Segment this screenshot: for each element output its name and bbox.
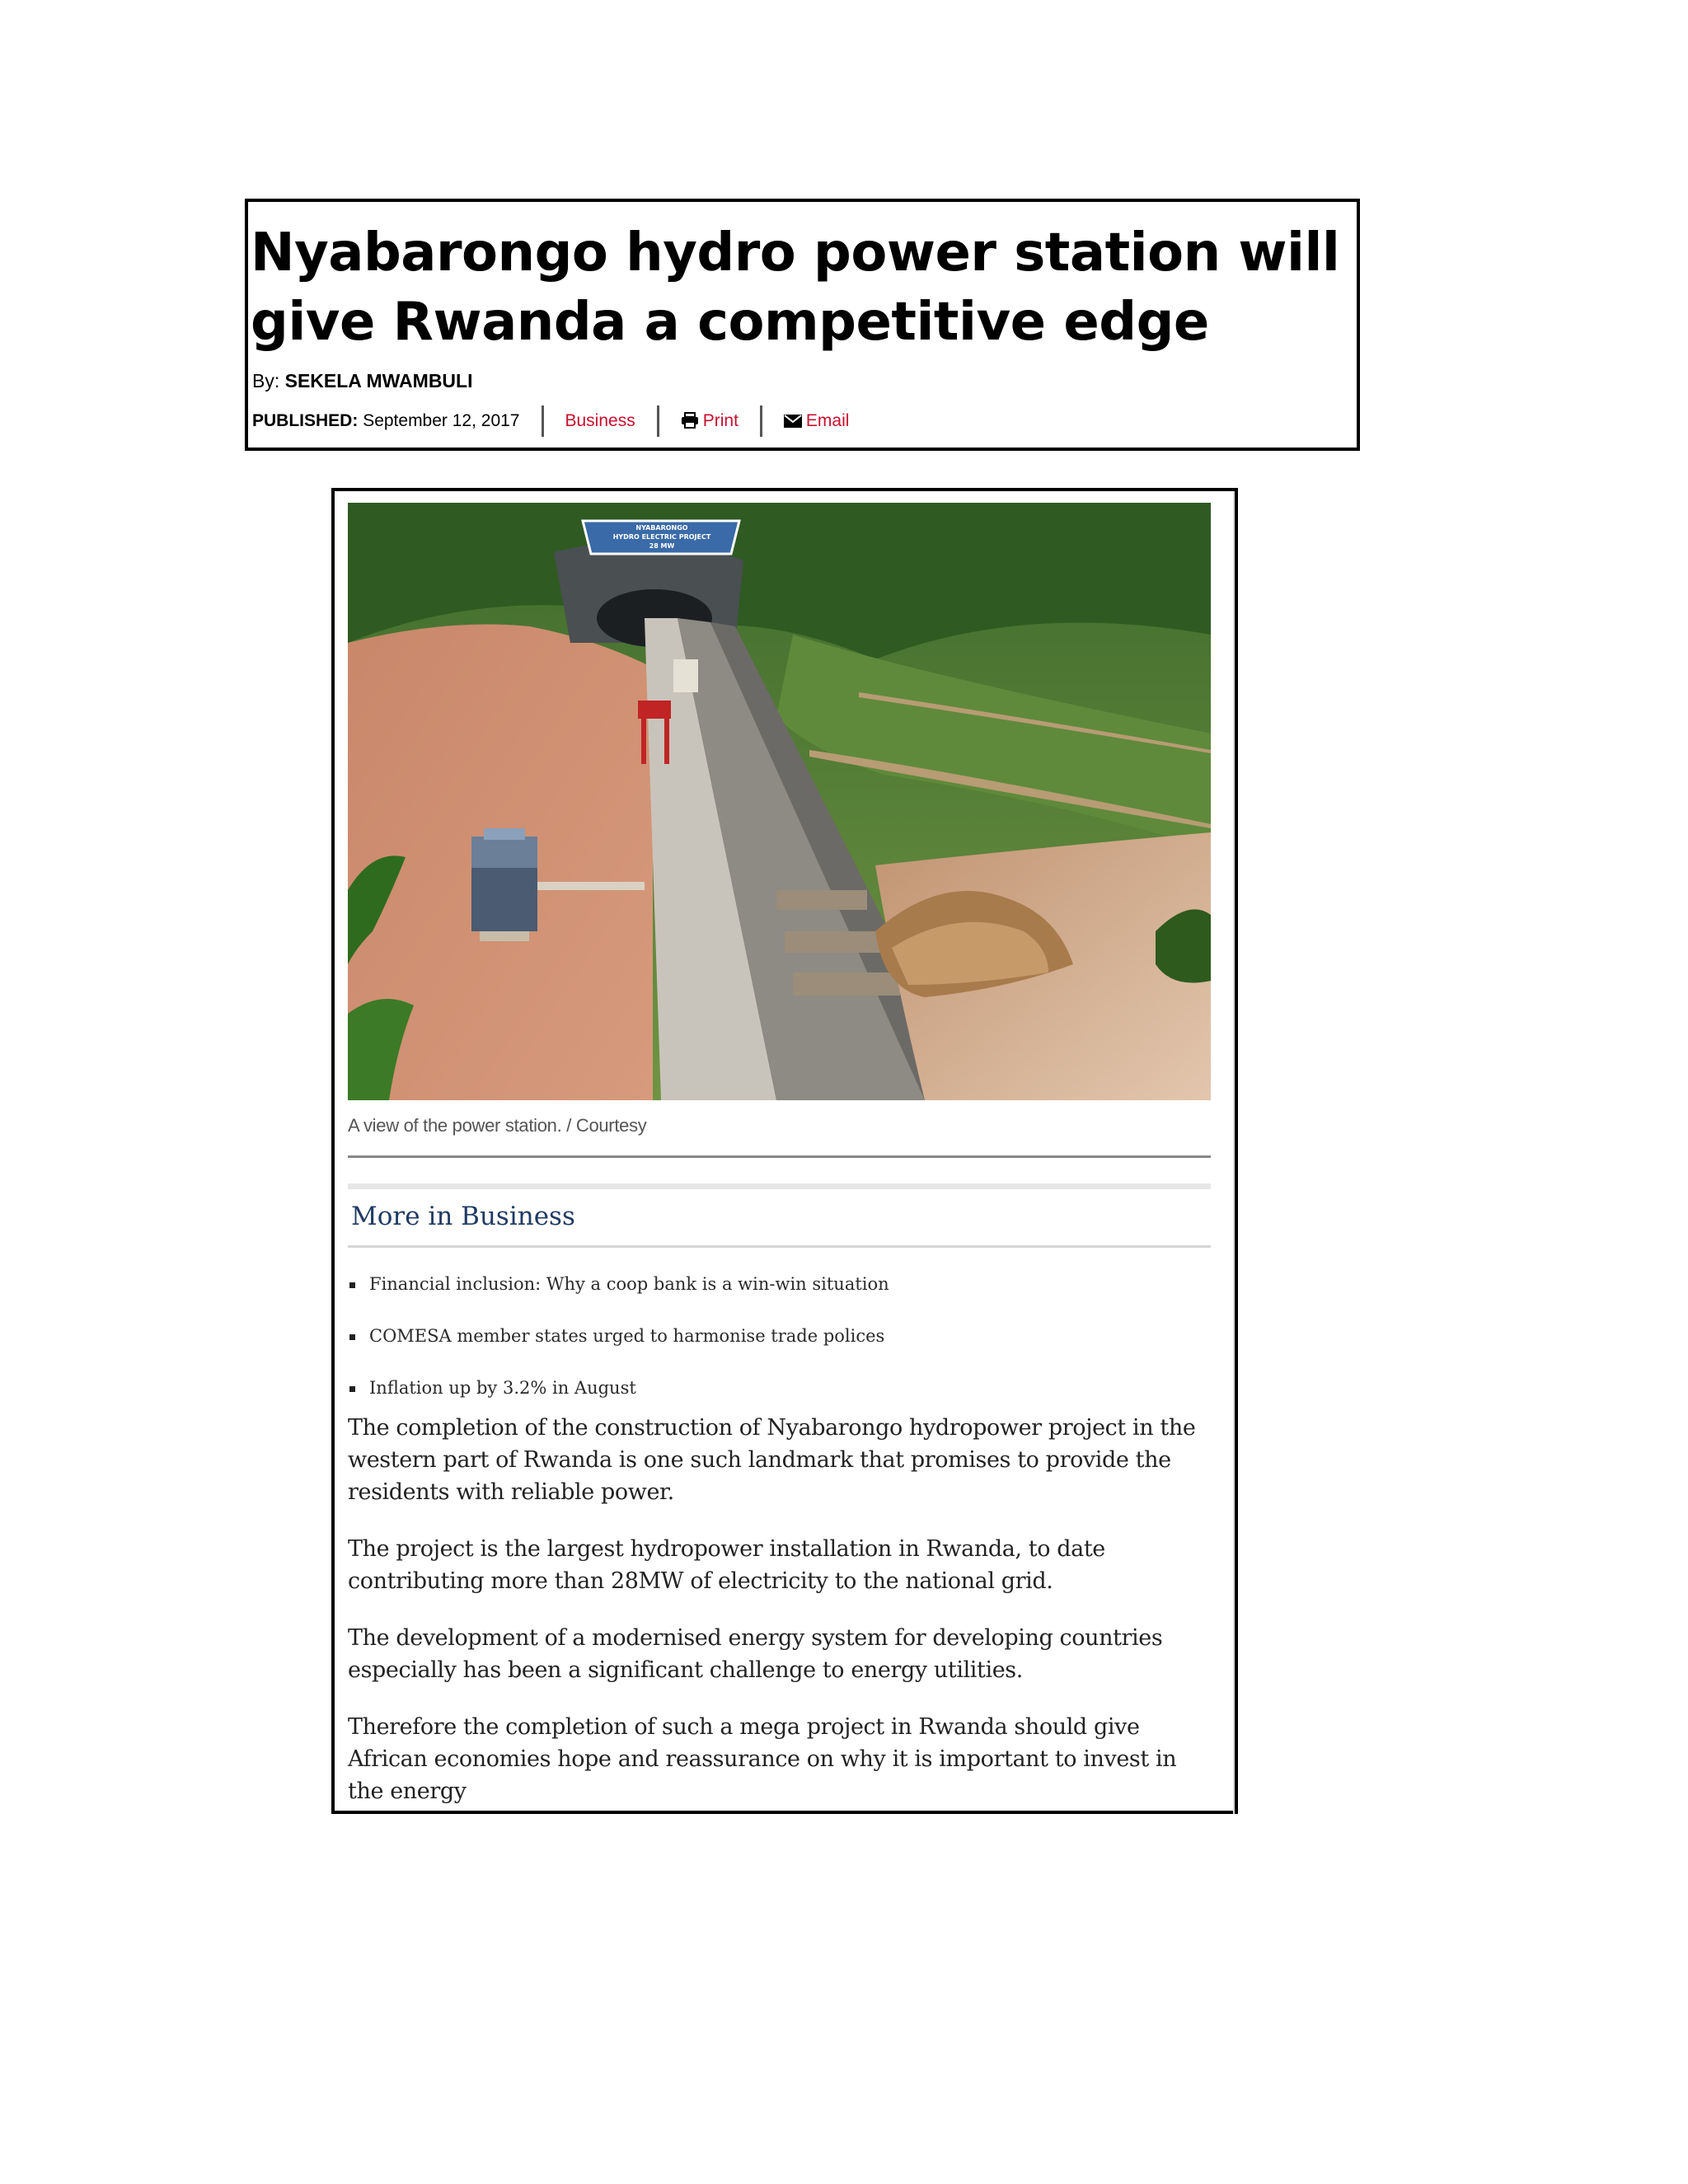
byline-label: By: bbox=[252, 370, 280, 391]
section-divider bbox=[348, 1183, 1211, 1189]
author-name[interactable]: SEKELA MWAMBULI bbox=[284, 370, 473, 391]
published-date: September 12, 2017 bbox=[363, 411, 520, 430]
sign-line-1: NYABARONGO bbox=[635, 524, 688, 532]
article-meta bbox=[252, 404, 849, 438]
print-label: Print bbox=[702, 411, 738, 430]
sign-line-2: HYDRO ELECTRIC PROJECT bbox=[612, 533, 711, 541]
body-paragraph: The development of a modernised energy system for developing countries especially has been a significant challenge to energy utilities. bbox=[348, 1625, 1163, 1683]
bullet-icon bbox=[349, 1334, 355, 1340]
article-content bbox=[331, 488, 1238, 1814]
power-station-photo bbox=[348, 503, 1211, 1100]
dam-illustration bbox=[348, 503, 1211, 1100]
meta-divider bbox=[760, 405, 762, 437]
meta-divider bbox=[657, 405, 659, 437]
dam-sign bbox=[585, 523, 738, 551]
article-headline: Nyabarongo hydro power station will give Rwanda a competitive edge bbox=[251, 223, 1340, 353]
bullet-icon bbox=[349, 1386, 355, 1392]
related-article-link[interactable]: Inflation up by 3.2% in August bbox=[369, 1378, 636, 1398]
article-column bbox=[335, 491, 1235, 1814]
more-in-business-heading: More in Business bbox=[351, 1202, 575, 1231]
envelope-icon bbox=[784, 414, 802, 429]
bullet-icon bbox=[349, 1282, 355, 1288]
body-paragraph: The completion of the construction of Nyabarongo hydropower project in the western part of Rwanda is one such landmark that promises to provide the residents with reliable power. bbox=[348, 1415, 1196, 1505]
body-paragraph: Therefore the completion of such a mega project in Rwanda should give African economies hope and reassurance on why it is important to invest in the energy bbox=[348, 1714, 1177, 1804]
byline bbox=[252, 370, 472, 392]
sign-line-3: 28 MW bbox=[649, 542, 675, 550]
section-heading-divider bbox=[348, 1245, 1211, 1248]
body-paragraph: The project is the largest hydropower installation in Rwanda, to date contributing more than 28MW of electricity to the national grid. bbox=[348, 1536, 1105, 1594]
email-label: Email bbox=[805, 411, 850, 430]
photo-caption: A view of the power station. / Courtesy bbox=[348, 1115, 647, 1136]
related-article-link[interactable]: COMESA member states urged to harmonise trade polices bbox=[369, 1326, 885, 1346]
category-link[interactable]: Business bbox=[565, 411, 635, 430]
published-label: PUBLISHED: bbox=[252, 411, 359, 430]
meta-divider bbox=[542, 405, 544, 437]
list-item[interactable] bbox=[348, 1274, 889, 1326]
printer-icon bbox=[681, 412, 699, 429]
related-article-link[interactable]: Financial inclusion: Why a coop bank is a win-win situation bbox=[369, 1274, 889, 1294]
article-header bbox=[245, 199, 1360, 451]
email-button[interactable] bbox=[784, 411, 850, 431]
list-item[interactable] bbox=[348, 1326, 889, 1378]
print-button[interactable] bbox=[681, 411, 738, 431]
article-body bbox=[348, 1412, 1217, 1832]
related-articles-list bbox=[348, 1274, 889, 1430]
caption-divider bbox=[348, 1155, 1211, 1158]
